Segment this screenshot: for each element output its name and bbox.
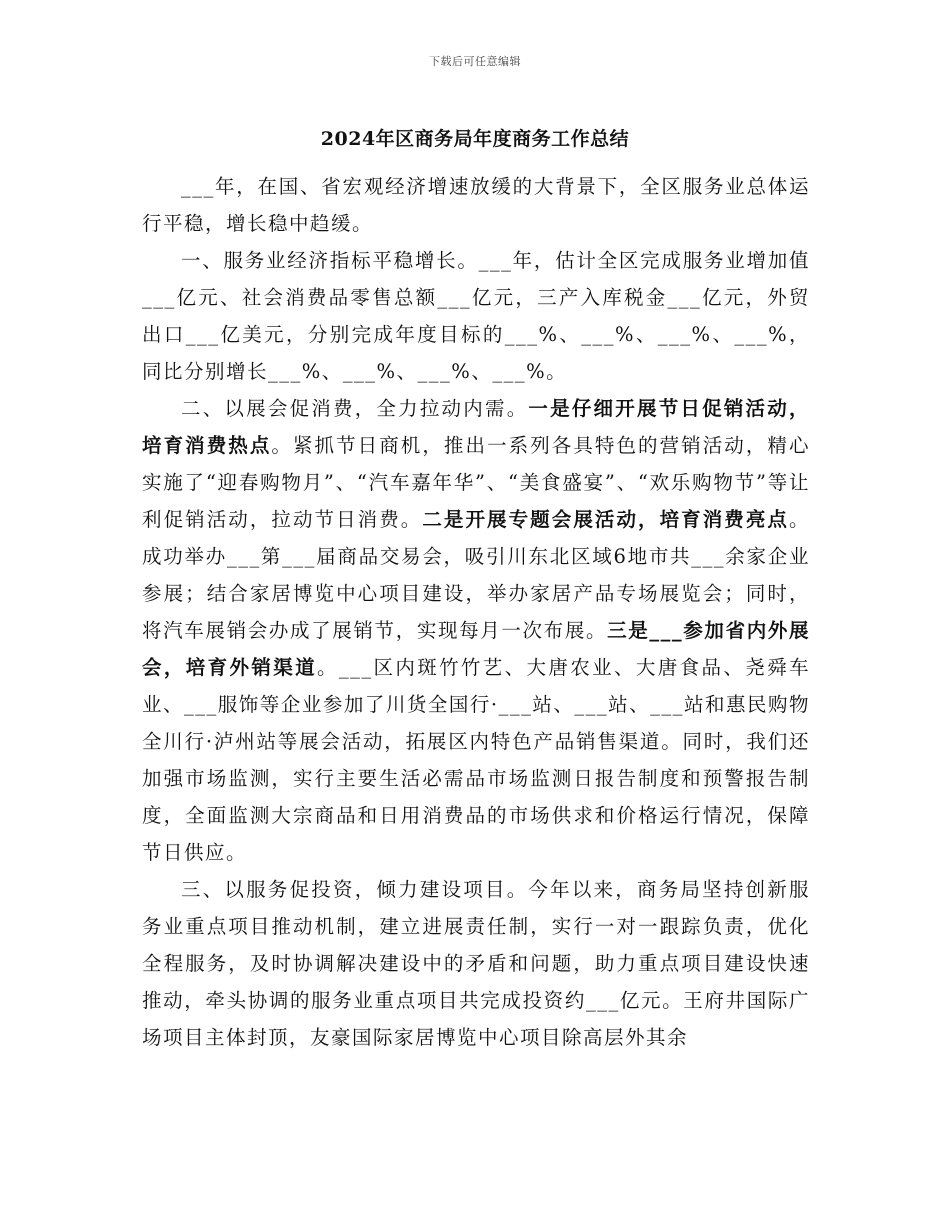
paragraph-intro: ___年，在国、省宏观经济增速放缓的大背景下，全区服务业总体运行平稳，增长稳中趋缓。 (142, 175, 810, 235)
paragraph-indicators: 一、服务业经济指标平稳增长。___年，估计全区完成服务业增加值___亿元、社会消费品零售总额___亿元，三产入库税金___亿元，外贸出口___亿美元，分别完成年度目标的___%、___%、___%、___%，同比分别增长___%、___%、___%、___%。 (142, 249, 810, 383)
paragraph-text: 二、以展会促消费，全力拉动内需。 (181, 397, 529, 420)
paragraph-text: 。成功举办___第___届商品交易会，吸引川东北区域6地市共___余家企业参展；结合家居博览中心项目建设，举办家居产品专场展览会；同时，将汽车展销会办成了展销节，实现每月一次布展。 (142, 508, 810, 642)
document-title: 2024年区商务局年度商务工作总结 (320, 128, 630, 150)
header-note: 下载后可任意编辑 (429, 55, 521, 68)
paragraph-investment: 三、以服务促投资，倾力建设项目。今年以来，商务局坚持创新服务业重点项目推动机制，建立进展责任制，实行一对一跟踪负责，优化全程服务，及时协调解决建设中的矛盾和问题，助力重点项目建设快速推动，牵头协调的服务业重点项目共完成投资约___亿元。王府井国际广场项目主体封顶，友豪国际家居博览中心项目除高层外其余 (142, 878, 810, 1049)
document-body (142, 168, 810, 1056)
paragraph-text: 。紧抓节日商机，推出一系列各具特色的营销活动，精心实施了“迎春购物月”、“汽车嘉年华”、“美食盛宴”、“欢乐购物节”等让利促销活动，拉动节日消费。 (142, 434, 810, 531)
paragraph-exhibitions (142, 390, 810, 871)
paragraph-text: 。___区内斑竹竹艺、大唐农业、大唐食品、尧舜车业、___服饰等企业参加了川货全国行·___站、___站、___站和惠民购物全川行·泸州站等展会活动，拓展区内特色产品销售渠道。同时，我们还加强市场监测，实行主要生活必需品市场监测日报告制度和预警报告制度，全面监测大宗商品和日用消费品的市场供求和价格运行情况，保障节日供应。 (142, 656, 810, 864)
bold-heading-2: 二是开展专题会展活动，培育消费亮点 (422, 508, 789, 531)
bold-heading-3: 三是___参加省内外展会，培育外销渠道 (142, 619, 810, 679)
bold-heading-1: 一是仔细开展节日促销活动，培育消费热点 (142, 397, 810, 457)
